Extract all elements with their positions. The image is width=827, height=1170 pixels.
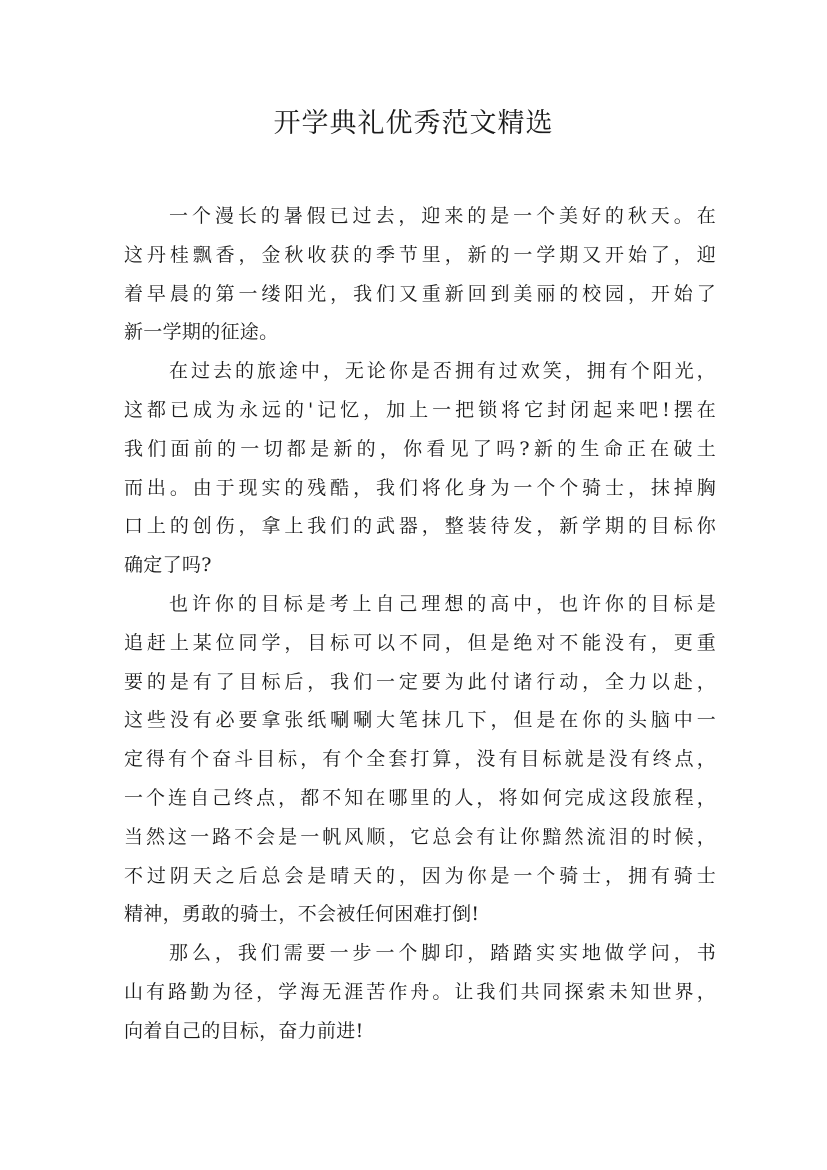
paragraph-3-line-9: 精神，勇敢的骑士，不会被任何困难打倒!: [124, 903, 480, 926]
paragraph-2-line-4: 而出。由于现实的残酷，我们将化身为一个个骑士，抹掉胸: [124, 476, 716, 499]
paragraph-1-line-4: 新一学期的征途。: [124, 321, 279, 344]
paragraph-3-line-7: 当然这一路不会是一帆风顺，它总会有让你黯然流泪的时候，: [124, 825, 716, 848]
paragraph-1-line-2: 这丹桂飘香，金秋收获的季节里，新的一学期又开始了，迎: [124, 243, 716, 266]
paragraph-3-line-2: 追赶上某位同学，目标可以不同，但是绝对不能没有，更重: [124, 631, 716, 654]
paragraph-2-line-2: 这都已成为永远的'记忆，加上一把锁将它封闭起来吧!摆在: [124, 398, 716, 421]
paragraph-3-line-8: 不过阴天之后总会是晴天的，因为你是一个骑士，拥有骑士: [124, 864, 716, 887]
paragraph-3-line-4: 这些没有必要拿张纸唰唰大笔抹几下，但是在你的头脑中一: [124, 709, 716, 732]
paragraph-3-line-6: 一个连自己终点，都不知在哪里的人，将如何完成这段旅程，: [124, 786, 716, 809]
document-body: [124, 197, 716, 1051]
paragraph-2-line-1: 在过去的旅途中，无论你是否拥有过欢笑，拥有个阳光，: [169, 360, 716, 383]
paragraph-4-line-2: 山有路勤为径，学海无涯苦作舟。让我们共同探索未知世界，: [124, 980, 716, 1003]
paragraph-4-line-3: 向着自己的目标，奋力前进!: [124, 1019, 364, 1042]
paragraph-2-line-3: 我们面前的一切都是新的，你看见了吗?新的生命正在破土: [124, 437, 716, 460]
paragraph-2-line-6: 确定了吗?: [124, 554, 212, 577]
paragraph-2-line-5: 口上的创伤，拿上我们的武器，整装待发，新学期的目标你: [124, 515, 716, 538]
paragraph-4-line-1: 那么，我们需要一步一个脚印，踏踏实实地做学问，书: [169, 942, 716, 965]
paragraph-3-line-5: 定得有个奋斗目标，有个全套打算，没有目标就是没有终点，: [124, 748, 716, 771]
paragraph-3-line-1: 也许你的目标是考上自己理想的高中，也许你的目标是: [169, 592, 716, 615]
paragraph-1-line-3: 着早晨的第一缕阳光，我们又重新回到美丽的校园，开始了: [124, 282, 716, 305]
document-title: 开学典礼优秀范文精选: [273, 108, 554, 139]
paragraph-1-line-1: 一个漫长的暑假已过去，迎来的是一个美好的秋天。在: [169, 205, 716, 227]
paragraph-3-line-3: 要的是有了目标后，我们一定要为此付诸行动，全力以赴，: [124, 670, 716, 693]
